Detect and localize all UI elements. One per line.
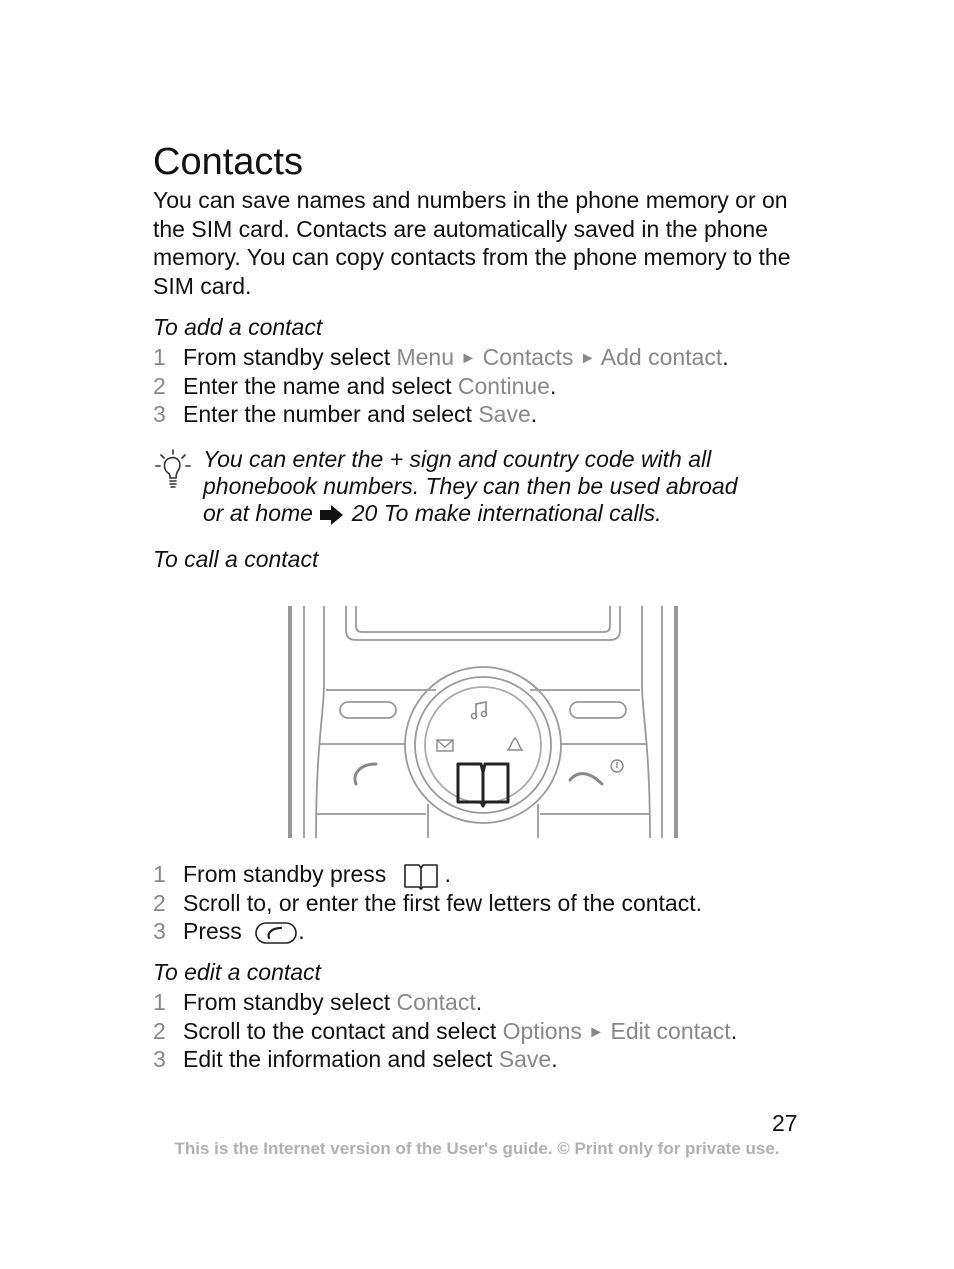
step-text: Enter the name and select xyxy=(183,372,458,399)
tip-line-text: or at home xyxy=(203,500,313,526)
intro-paragraph: You can save names and numbers in the phone memory or on the SIM card. Contacts are automatically saved in the phone memory. You can copy contacts from the phone memory to the SIM card. xyxy=(153,187,791,299)
step-number: 2 xyxy=(153,372,166,399)
bell-icon xyxy=(508,738,522,750)
menu-item-add-contact: Add contact xyxy=(600,344,723,370)
step-text: From standby select xyxy=(183,989,397,1015)
music-icon xyxy=(472,702,487,719)
step-number: 3 xyxy=(153,401,166,428)
end-call-icon xyxy=(570,760,623,784)
step-text: . xyxy=(722,344,729,370)
phone-keypad-illustration xyxy=(286,604,680,840)
tip-line: You can enter the + sign and country code with all xyxy=(203,446,712,472)
step-number: 2 xyxy=(153,889,166,916)
tip-line: phonebook numbers. They can then be used abroad xyxy=(203,473,738,499)
step-number: 1 xyxy=(153,861,166,887)
footer-notice: This is the Internet version of the User's guide. © Print only for private use. xyxy=(174,1139,780,1158)
step-text: . xyxy=(444,861,452,887)
list-item xyxy=(153,400,729,429)
step-text: From standby select xyxy=(183,344,397,370)
menu-item-continue: Continue xyxy=(457,372,550,399)
step-text: Press xyxy=(183,918,242,945)
menu-item-save: Save xyxy=(498,1046,552,1073)
add-contact-steps xyxy=(153,343,729,429)
step-text: . xyxy=(730,1017,738,1044)
call-key-icon xyxy=(355,764,376,784)
menu-item-options: Options xyxy=(502,1017,582,1044)
step-text: Edit the information and select xyxy=(183,1046,499,1073)
list-item xyxy=(153,860,702,889)
menu-item-contact: Contact xyxy=(396,989,476,1015)
call-contact-heading: To call a contact xyxy=(153,546,319,572)
phonebook-icon xyxy=(401,862,441,890)
edit-contact-heading: To edit a contact xyxy=(153,959,321,985)
step-text: . xyxy=(551,1046,558,1073)
menu-separator: ► xyxy=(460,350,477,367)
tip-line-text: 20 To make international calls. xyxy=(351,500,662,526)
list-item xyxy=(153,1017,737,1046)
arrow-right-icon xyxy=(319,504,345,526)
lightbulb-icon xyxy=(153,448,195,492)
call-key-icon xyxy=(254,921,298,945)
menu-item-menu: Menu xyxy=(396,344,455,370)
menu-separator: ► xyxy=(588,1023,605,1041)
step-text: Enter the number and select xyxy=(183,401,479,428)
add-contact-heading: To add a contact xyxy=(153,314,323,340)
page-title: Contacts xyxy=(153,141,303,183)
page-number: 27 xyxy=(772,1110,798,1136)
step-number: 2 xyxy=(153,1017,166,1044)
call-contact-steps xyxy=(153,860,702,946)
list-item xyxy=(153,343,729,372)
menu-item-edit-contact: Edit contact xyxy=(610,1017,731,1044)
list-item xyxy=(153,988,737,1017)
list-item xyxy=(153,1045,737,1074)
step-number: 1 xyxy=(153,344,166,370)
edit-contact-steps xyxy=(153,988,737,1074)
list-item xyxy=(153,917,702,946)
menu-item-save: Save xyxy=(478,401,531,428)
step-text: Scroll to the contact and select xyxy=(183,1017,503,1044)
step-text: . xyxy=(549,372,557,399)
step-text: Scroll to, or enter the first few letters of the contact. xyxy=(183,889,703,916)
envelope-icon xyxy=(437,740,453,751)
step-text: . xyxy=(530,401,538,428)
step-number: 3 xyxy=(153,1046,166,1073)
list-item xyxy=(153,372,729,401)
step-text: . xyxy=(475,989,483,1015)
menu-separator: ► xyxy=(579,350,596,367)
step-text: From standby press xyxy=(183,861,387,887)
step-text: . xyxy=(298,918,305,945)
tip-line xyxy=(203,500,813,527)
step-number: 1 xyxy=(153,989,166,1015)
step-number: 3 xyxy=(153,918,166,945)
tip-text xyxy=(203,446,813,527)
list-item xyxy=(153,889,702,918)
menu-item-contacts: Contacts xyxy=(482,344,574,370)
